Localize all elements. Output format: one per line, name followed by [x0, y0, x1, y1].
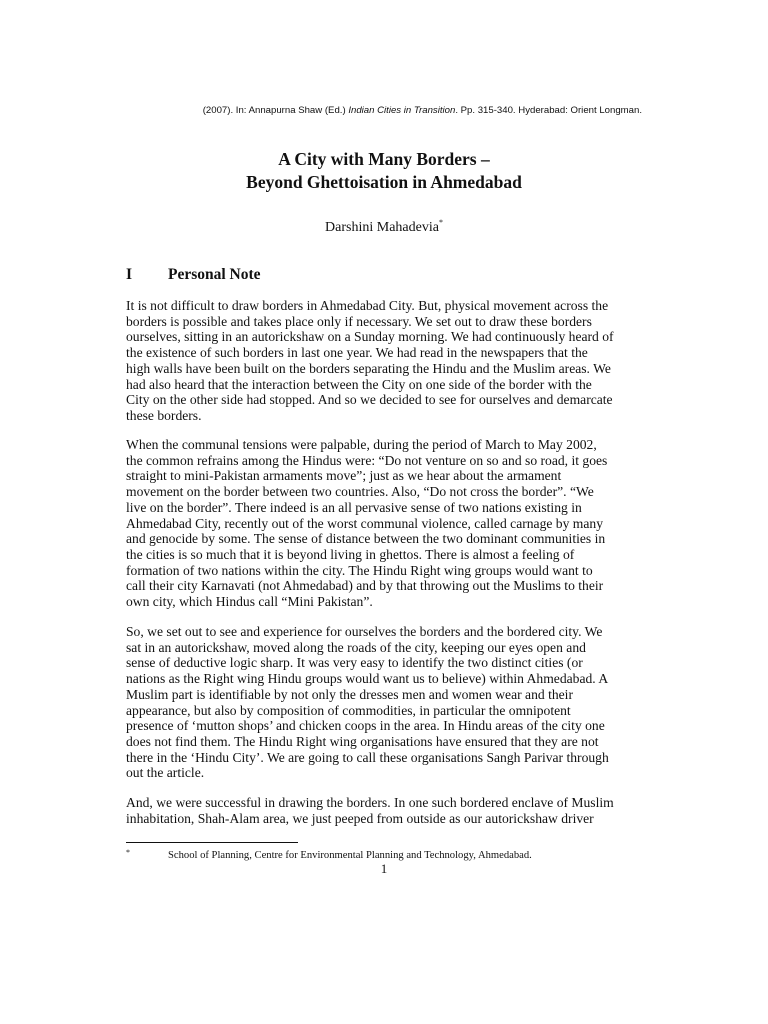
footnote-text: School of Planning, Centre for Environmental Planning and Technology, Ahmedabad.	[168, 850, 532, 861]
title-line-2: Beyond Ghettoisation in Ahmedabad	[246, 172, 522, 192]
text-line: these borders.	[126, 407, 202, 423]
author-name: Darshini Mahadevia	[325, 220, 439, 235]
author-footnote-mark: *	[438, 218, 443, 227]
text-line: Ahmedabad City, recently out of the worst communal violence, called carnage by many	[126, 515, 604, 531]
text-line: out the article.	[126, 765, 205, 781]
text-line: Muslim part is identifiable by not only the dresses men and women wear and their	[126, 686, 573, 702]
footnote-divider	[126, 842, 298, 843]
paragraph-3	[126, 624, 646, 781]
title-line-1: A City with Many Borders –	[278, 149, 490, 169]
text-line: there in the ‘Hindu City’. We are going to call these organisations Sangh Parivar through	[126, 749, 609, 765]
author-line	[0, 218, 768, 236]
citation-line	[0, 105, 642, 116]
text-line: call their city Karnavati (not Ahmedabad) and by that throwing out the Muslims to their	[126, 578, 604, 594]
text-line: own city, which Hindus call “Mini Pakistan”.	[126, 594, 373, 610]
text-line: So, we set out to see and experience for ourselves the borders and the bordered city. We	[126, 624, 603, 639]
text-line: had also heard that the interaction between the City on one side of the border with the	[126, 376, 592, 392]
paper-title	[0, 148, 768, 194]
paragraph-1	[126, 298, 646, 424]
text-line: sat in an autorickshaw, moved along the roads of the city, keeping our eyes open and	[126, 639, 586, 655]
text-line: When the communal tensions were palpable, during the period of March to May 2002,	[126, 437, 597, 452]
paragraph-4	[126, 795, 646, 826]
text-line: borders is possible and takes place only if necessary. We set out to draw these borders	[126, 313, 592, 329]
text-line: does not find them. The Hindu Right wing organisations have ensured that they are not	[126, 733, 599, 749]
text-line: presence of ‘mutton shops’ and chicken coops in the area. In Hindu areas of the city one	[126, 718, 605, 734]
section-number: I	[126, 266, 133, 283]
footnote	[126, 848, 646, 861]
text-line: And, we were successful in drawing the borders. In one such bordered enclave of Muslim	[126, 795, 614, 810]
footnote-mark: *	[126, 848, 130, 857]
text-line: straight to mini-Pakistan armaments move”; just as we hear about the armament	[126, 468, 562, 484]
citation-book-title: Indian Cities in Transition	[348, 105, 456, 116]
text-line: live on the border”. There indeed is an all pervasive sense of two nations existing in	[126, 499, 582, 515]
text-line: movement on the border between two countries. Also, “Do not cross the border”. “We	[126, 484, 594, 500]
section-title: Personal Note	[168, 266, 261, 283]
text-line: and genocide by some. The sense of distance between the two dominant communities in	[126, 531, 606, 547]
text-line: City on the other side had stopped. And so we decided to see for ourselves and demarcate	[126, 392, 613, 408]
text-line: high walls have been built on the borders separating the Hindu and the Muslim areas. We	[126, 360, 611, 376]
text-line: the common refrains among the Hindus were: “Do not venture on so and so road, it goes	[126, 452, 608, 468]
text-line: ourselves, sitting in an autorickshaw on a Sunday morning. We had continuously heard of	[126, 329, 614, 345]
text-line: appearance, but also by composition of commodities, in particular the omnipotent	[126, 702, 571, 718]
text-line: It is not difficult to draw borders in Ahmedabad City. But, physical movement across the	[126, 298, 609, 313]
text-line: the cities is so much that it is beyond living in ghettos. There is almost a feeling of	[126, 546, 575, 562]
text-line: the existence of such borders in last one year. We had read in the newspapers that the	[126, 345, 588, 361]
text-line: formation of two nations within the city. The Hindu Right wing groups would want to	[126, 562, 593, 578]
citation-prefix: (2007). In: Annapurna Shaw (Ed.)	[202, 105, 349, 116]
paragraph-2	[126, 437, 646, 610]
text-line: nations as the Right wing Hindu groups would want us to believe) within Ahmedabad. A	[126, 671, 609, 687]
page-number: 1	[380, 861, 388, 876]
text-line: sense of deductive logic sharp. It was very easy to identify the two distinct cities (or	[126, 655, 583, 671]
section-heading	[126, 266, 261, 284]
citation-suffix: . Pp. 315-340. Hyderabad: Orient Longman.	[455, 105, 642, 116]
text-line: inhabitation, Shah-Alam area, we just peeped from outside as our autorickshaw driver	[126, 810, 594, 826]
